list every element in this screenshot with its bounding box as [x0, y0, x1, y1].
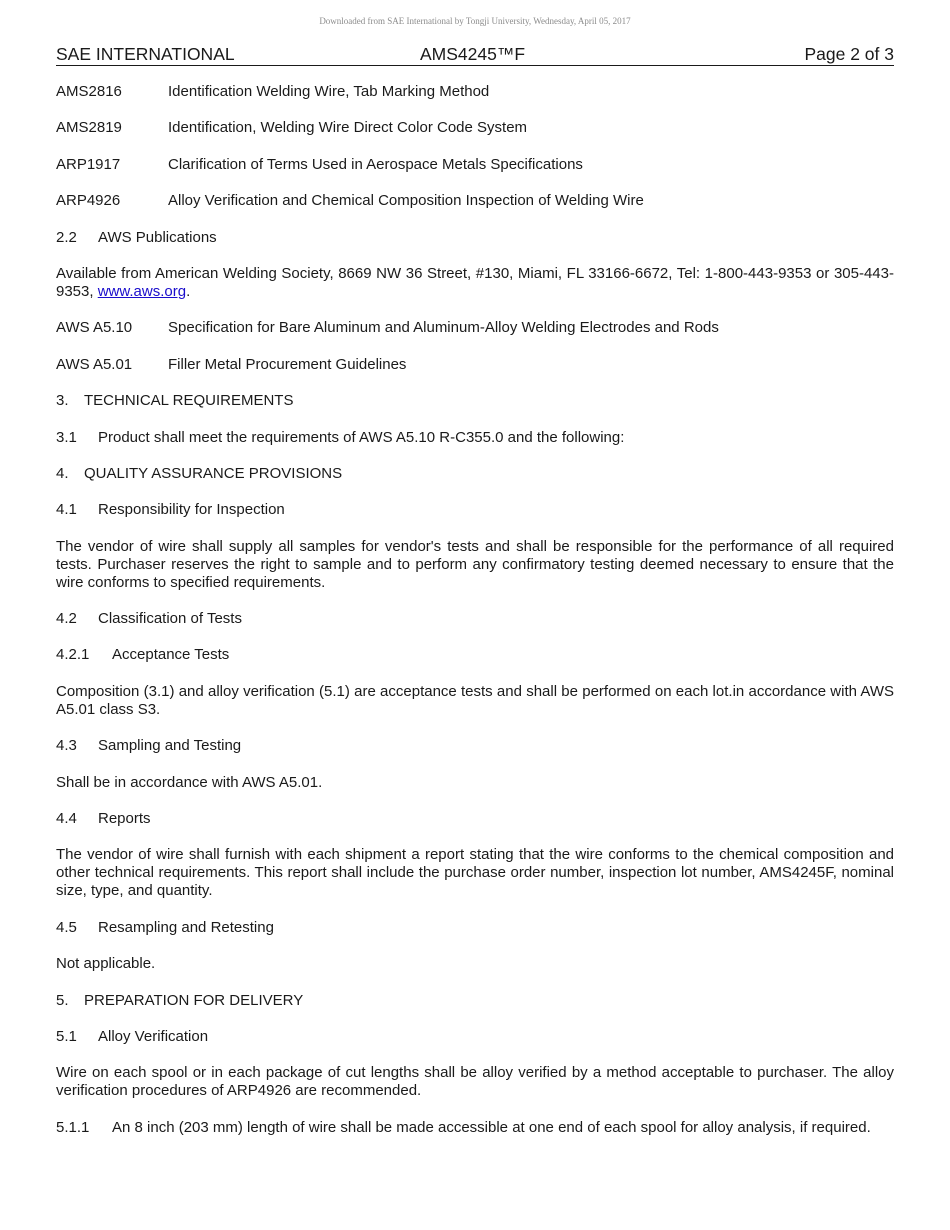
section-heading-5-1 — [56, 1028, 894, 1046]
section-heading-4 — [56, 465, 894, 483]
reference-title: Clarification of Terms Used in Aerospace Metals Specifications — [168, 155, 583, 173]
page-header — [56, 43, 894, 66]
section-number: 4.2 — [56, 610, 77, 628]
section-number: 4.3 — [56, 737, 77, 755]
aws-website-link[interactable]: www.aws.org — [97, 282, 187, 300]
section-number: 3.1 — [56, 428, 77, 446]
reference-code: AMS2819 — [56, 119, 122, 137]
section-title: Resampling and Retesting — [98, 918, 274, 936]
aws-availability-paragraph — [56, 265, 894, 301]
section-number: 4.4 — [56, 810, 77, 828]
section-title: TECHNICAL REQUIREMENTS — [84, 392, 294, 410]
download-watermark: Downloaded from SAE International by Tongji University, Wednesday, April 05, 2017 — [319, 16, 631, 26]
paragraph-4-1: The vendor of wire shall supply all samples for vendor's tests and shall be responsible for the performance of all required tests. Purchaser reserves the right to sample and to perform any confirmatory testing deemed necessary to ensure that the wire conforms to specified requirements. — [56, 537, 894, 591]
section-number: 5.1 — [56, 1027, 77, 1045]
section-heading-3 — [56, 392, 894, 410]
reference-code: AWS A5.10 — [56, 319, 133, 337]
reference-title: Alloy Verification and Chemical Composition Inspection of Welding Wire — [168, 192, 644, 210]
section-number: 5. — [56, 991, 69, 1009]
paragraph-4-4: The vendor of wire shall furnish with each shipment a report stating that the wire conforms to the chemical composition and other technical requirements. This report shall include the purchase order number, inspection lot number, AMS4245F, nominal size, type, and quantity. — [56, 846, 894, 900]
section-heading-4-2 — [56, 610, 894, 628]
paragraph-4-3: Shall be in accordance with AWS A5.01. — [56, 773, 323, 791]
section-title: Acceptance Tests — [112, 646, 230, 664]
section-heading-4-2-1 — [56, 646, 894, 664]
reference-title: Identification, Welding Wire Direct Color Code System — [168, 119, 528, 137]
section-number: 4.5 — [56, 918, 77, 936]
section-number: 3. — [56, 392, 69, 410]
section-title: An 8 inch (203 mm) length of wire shall be made accessible at one end of each spool for alloy analysis, if required. — [112, 1118, 871, 1136]
section-heading-4-1 — [56, 501, 894, 519]
section-title: Classification of Tests — [98, 610, 242, 628]
reference-row — [56, 319, 894, 337]
header-document-number: AMS4245™F — [420, 44, 526, 64]
section-heading-5 — [56, 992, 894, 1010]
section-heading-2-2 — [56, 229, 894, 247]
reference-row — [56, 356, 894, 374]
document-body — [56, 83, 894, 1155]
section-title: Sampling and Testing — [98, 737, 242, 755]
section-number: 4. — [56, 464, 69, 482]
section-heading-4-4 — [56, 810, 894, 828]
header-organization: SAE INTERNATIONAL — [56, 44, 235, 64]
header-page-number: Page 2 of 3 — [804, 44, 894, 64]
reference-row — [56, 192, 894, 210]
section-heading-3-1 — [56, 429, 894, 447]
reference-code: ARP4926 — [56, 192, 121, 210]
section-title: PREPARATION FOR DELIVERY — [84, 991, 304, 1009]
section-number: 2.2 — [56, 228, 77, 246]
aws-availability-end: . — [186, 282, 191, 300]
section-number: 4.2.1 — [56, 646, 90, 664]
paragraph-4-2-1: Composition (3.1) and alloy verification (5.1) are acceptance tests and shall be performed on each lot.in accordance with AWS A5.01 class S3. — [56, 682, 894, 718]
section-title: Responsibility for Inspection — [98, 501, 285, 519]
paragraph-4-5: Not applicable. — [56, 955, 156, 973]
section-title: Product shall meet the requirements of AWS A5.10 R-C355.0 and the following: — [98, 428, 625, 446]
section-heading-5-1-1 — [56, 1119, 894, 1137]
reference-title: Filler Metal Procurement Guidelines — [168, 355, 407, 373]
section-title: AWS Publications — [98, 228, 217, 246]
section-heading-4-3 — [56, 737, 894, 755]
paragraph-5-1: Wire on each spool or in each package of cut lengths shall be alloy verified by a method acceptable to purchaser. The alloy verification procedures of ARP4926 are recommended. — [56, 1064, 894, 1100]
section-title: Alloy Verification — [98, 1027, 209, 1045]
reference-row — [56, 119, 894, 137]
reference-code: AWS A5.01 — [56, 355, 133, 373]
reference-code: ARP1917 — [56, 155, 121, 173]
section-title: QUALITY ASSURANCE PROVISIONS — [84, 464, 343, 482]
section-number: 5.1.1 — [56, 1118, 90, 1136]
section-number: 4.1 — [56, 501, 77, 519]
section-title: Reports — [98, 810, 151, 828]
section-heading-4-5 — [56, 919, 894, 937]
reference-code: AMS2816 — [56, 83, 122, 100]
aws-availability-text: Available from American Welding Society, 8669 NW 36 Street, #130, Miami, FL 33166-6672, Tel: 1-800-443-9353 or 305-443-9353, — [56, 264, 894, 300]
reference-row — [56, 83, 894, 101]
reference-title: Specification for Bare Aluminum and Aluminum-Alloy Welding Electrodes and Rods — [168, 319, 719, 337]
reference-title: Identification Welding Wire, Tab Marking Method — [168, 83, 490, 100]
reference-row — [56, 156, 894, 174]
